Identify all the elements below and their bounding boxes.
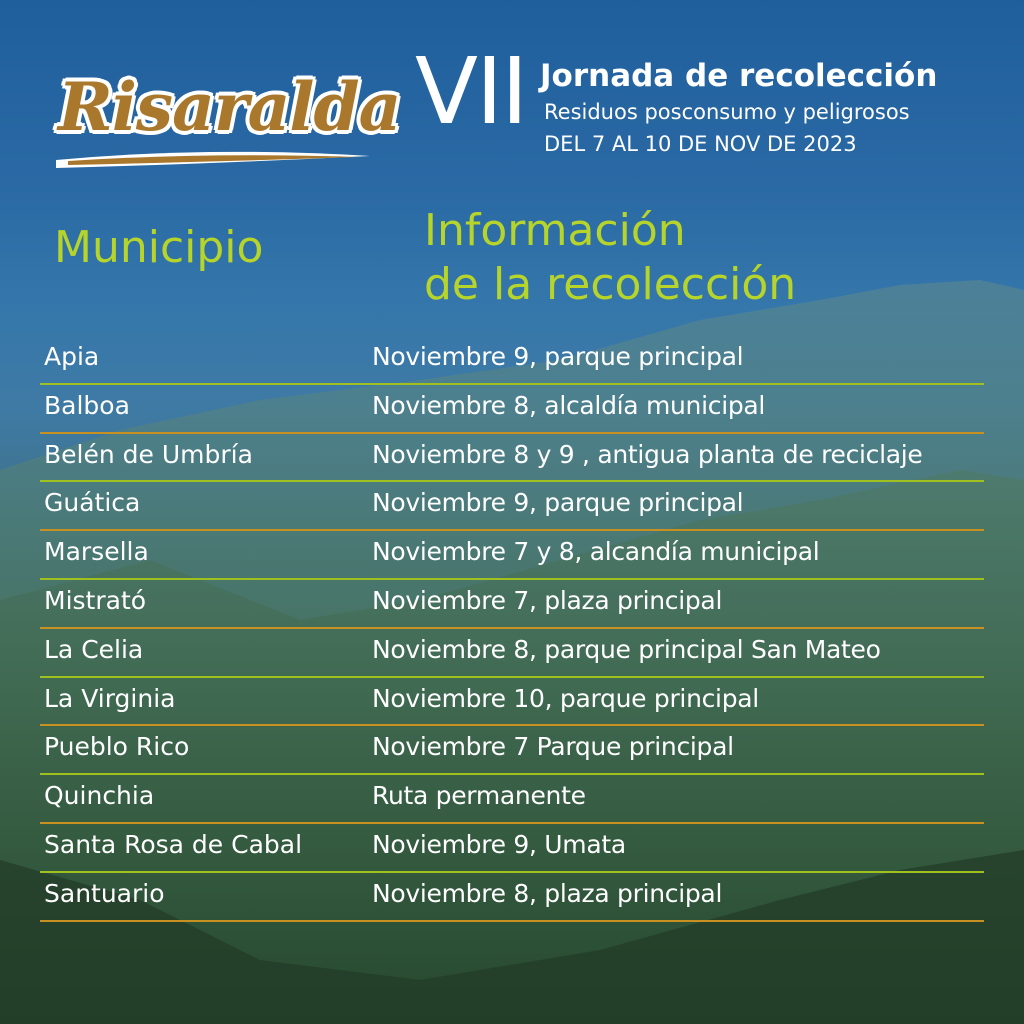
municipio-cell: Apia [44,342,100,371]
collection-table [40,336,984,922]
municipio-cell: Guática [44,488,141,518]
table-row [40,434,984,483]
table-row [40,336,984,385]
event-dates: DEL 7 AL 10 DE NOV DE 2023 [544,132,857,156]
table-row [40,482,984,531]
municipio-cell: Quinchia [44,781,155,811]
info-cell: Noviembre 9, parque principal [372,488,744,518]
municipio-cell: Balboa [44,390,130,420]
info-cell: Noviembre 8 y 9 , antigua planta de reciclaje [372,439,923,469]
table-row [40,775,984,824]
table-row [40,531,984,580]
info-cell: Ruta permanente [372,781,586,811]
info-cell: Noviembre 7 Parque principal [372,732,734,762]
info-cell: Noviembre 7, plaza principal [372,585,723,615]
info-cell: Noviembre 8, alcaldía municipal [372,390,766,420]
logo-swoosh-icon [48,142,378,172]
table-row [40,580,984,629]
municipio-cell: Santuario [44,878,165,908]
municipio-cell: Santa Rosa de Cabal [44,829,303,859]
table-row [40,726,984,775]
info-header-line1: Información [424,205,686,256]
risaralda-logo [38,62,401,172]
municipio-cell: La Virginia [44,683,176,713]
info-cell: Noviembre 9, parque principal [372,342,744,371]
municipio-column-header: Municipio [54,222,264,273]
info-cell: Noviembre 8, plaza principal [372,878,723,908]
table-row [40,385,984,434]
info-header-line2: de la recolección [424,259,797,310]
event-subtitle: Residuos posconsumo y peligrosos [544,100,910,124]
municipio-cell: La Celia [44,634,144,664]
info-cell: Noviembre 7 y 8, alcandía municipal [372,537,820,567]
municipio-cell: Mistrató [44,585,147,615]
logo-wordmark: Risaralda [58,68,401,146]
table-row [40,873,984,922]
table-row [40,824,984,873]
event-title: Jornada de recolección [540,58,938,94]
info-cell: Noviembre 9, Umata [372,829,626,859]
table-row [40,678,984,727]
table-row [40,629,984,678]
info-cell: Noviembre 8, parque principal San Mateo [372,634,881,664]
info-column-header [424,204,796,312]
municipio-cell: Marsella [44,537,149,567]
municipio-cell: Belén de Umbría [44,439,253,469]
municipio-cell: Pueblo Rico [44,732,190,762]
info-cell: Noviembre 10, parque principal [372,683,759,713]
edition-numeral: VII [415,38,527,145]
